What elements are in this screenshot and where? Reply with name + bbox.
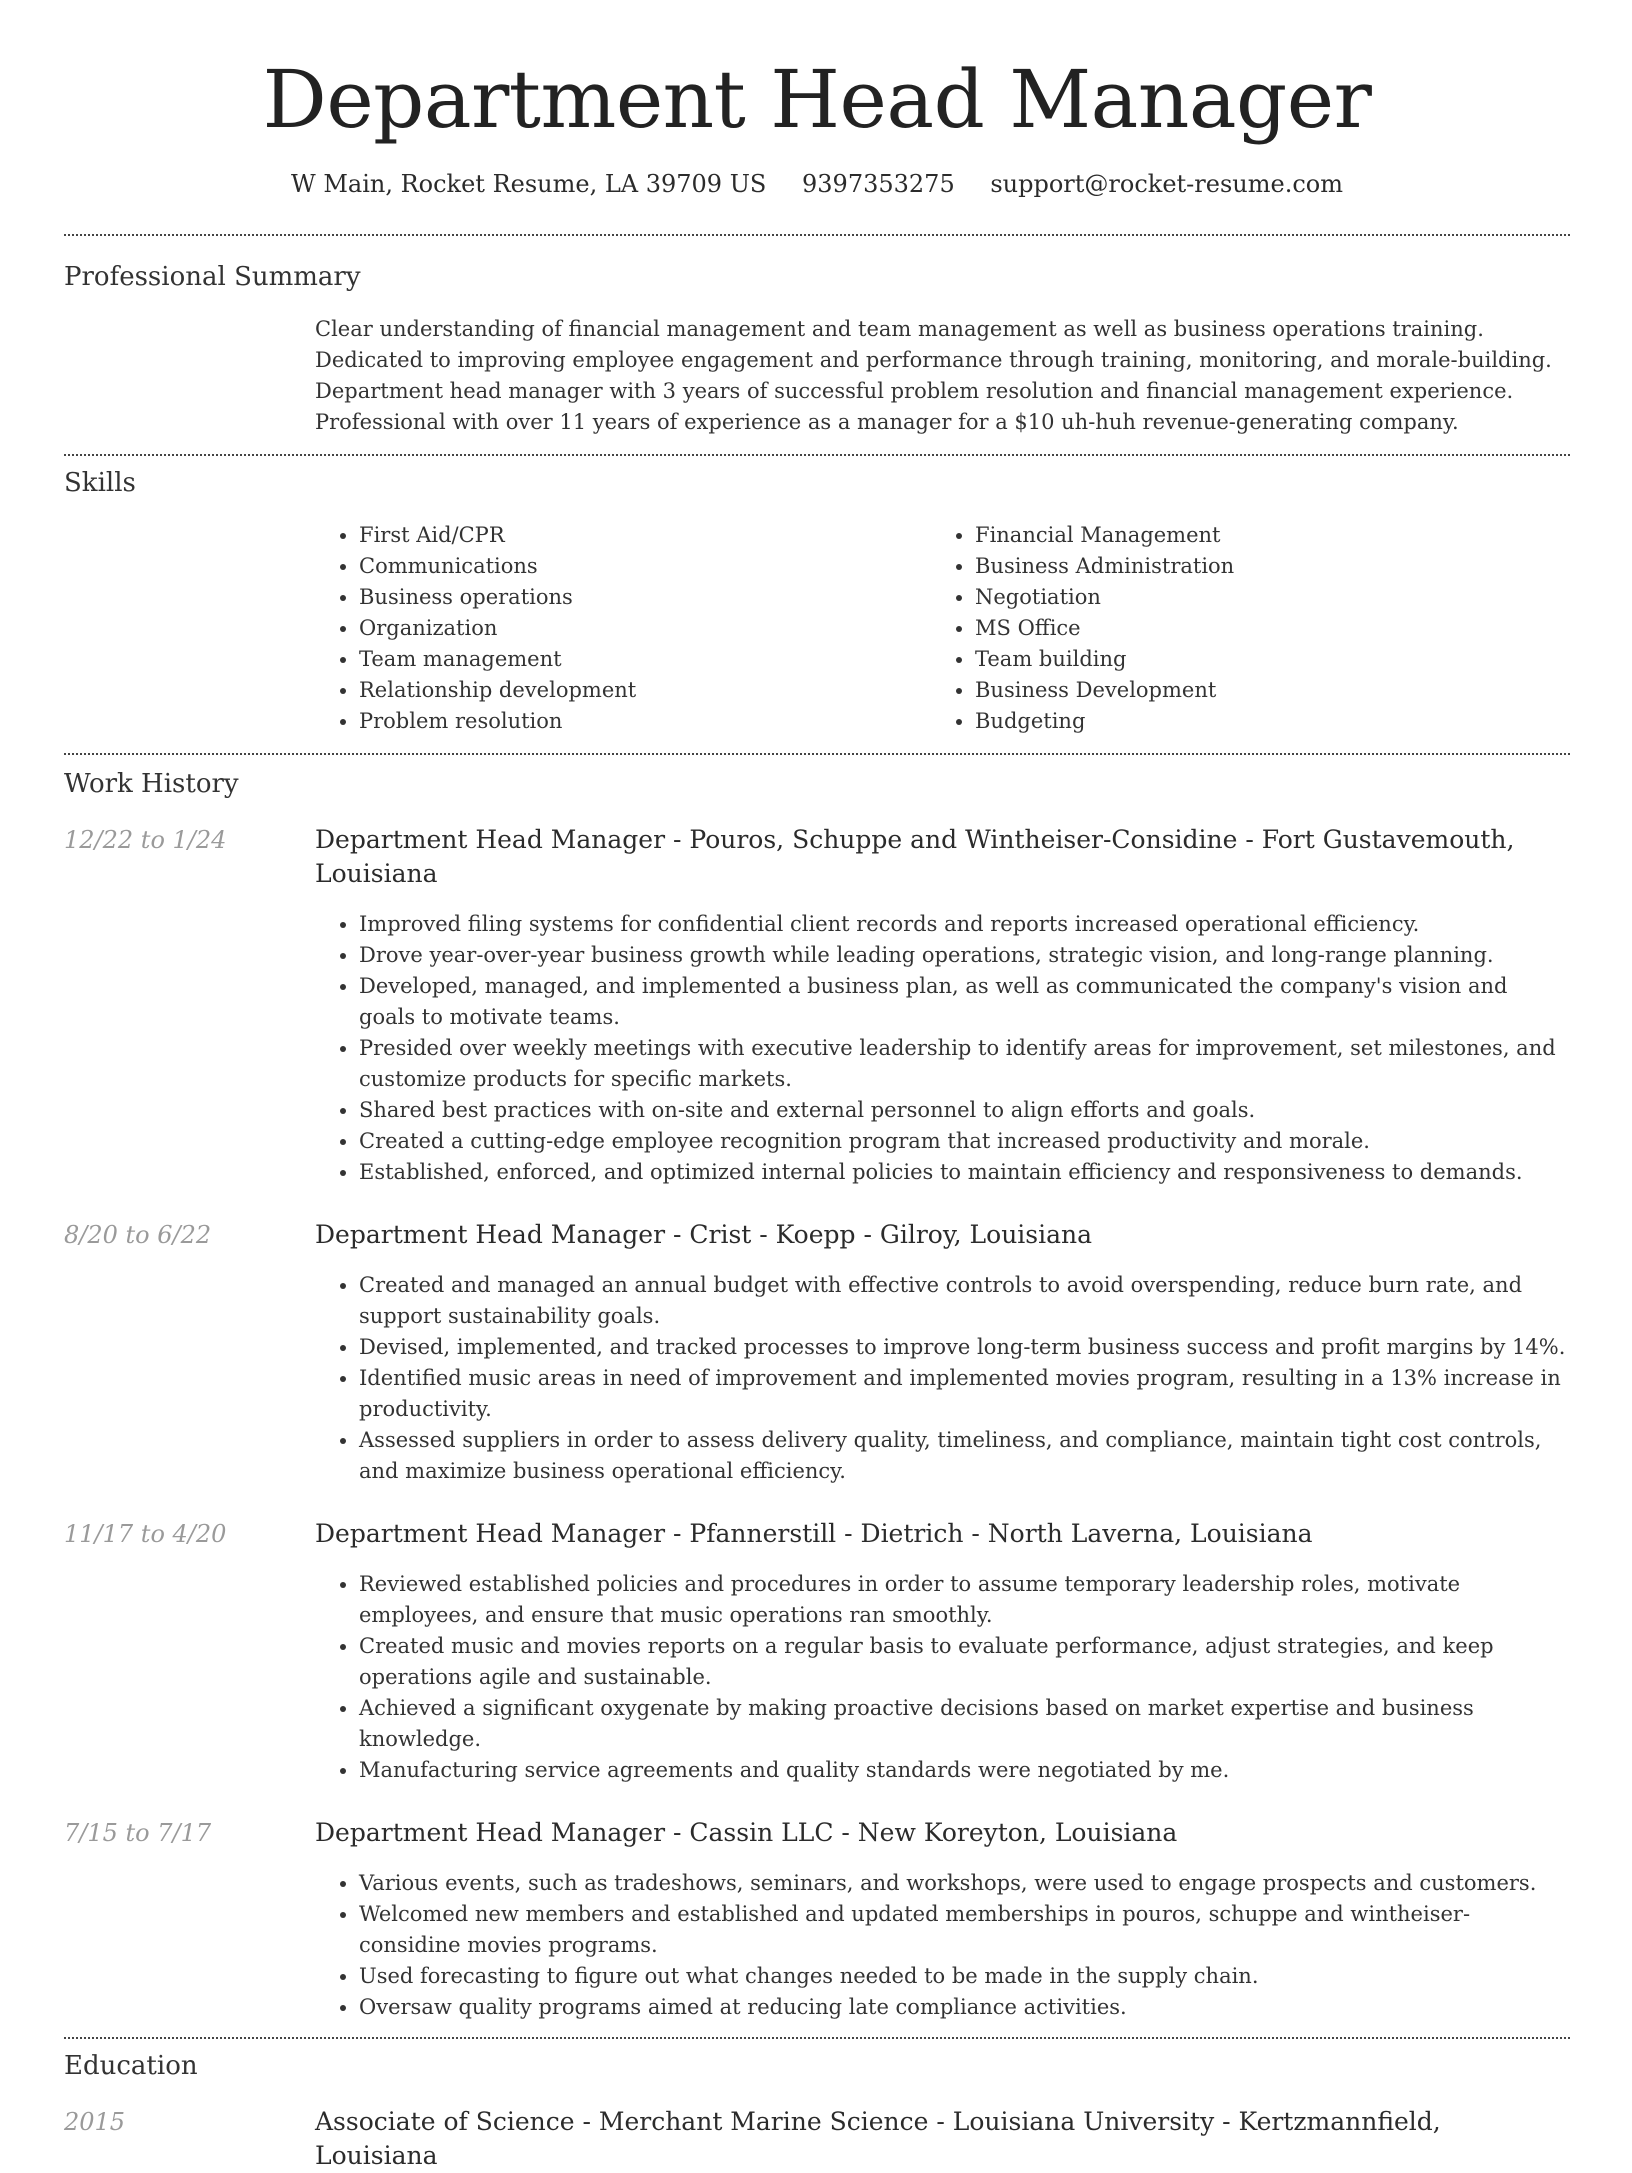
skill-item: • Problem resolution <box>359 706 931 737</box>
job-bullet: • Shared best practices with on-site and external personnel to align efforts and goals. <box>359 1095 1570 1126</box>
contact-phone: 9397353275 <box>802 170 955 198</box>
job-title: Department Head Manager - Pouros, Schuppe and Wintheiser-Considine - Fort Gustavemouth, Louisiana <box>315 825 1515 888</box>
job-date: 12/22 to 1/24 <box>64 826 227 854</box>
job-bullet: • Assessed suppliers in order to assess delivery quality, timeliness, and compliance, maintain tight cost controls, and maximize business operational efficiency. <box>359 1425 1570 1487</box>
job-title: Department Head Manager - Crist - Koepp - Gilroy, Louisiana <box>315 1220 1093 1249</box>
job-entry <box>64 1218 1570 1487</box>
job-bullets <box>315 909 1570 1188</box>
skill-item: • Communications <box>359 551 931 582</box>
summary-body <box>315 314 1570 438</box>
contact-address: W Main, Rocket Resume, LA 39709 US <box>291 170 767 198</box>
job-bullets <box>315 1868 1570 2023</box>
skill-item: • MS Office <box>975 613 1547 644</box>
skills-section <box>64 456 1570 737</box>
job-title: Department Head Manager - Pfannerstill - Dietrich - North Laverna, Louisiana <box>315 1519 1313 1548</box>
education-title: Associate of Science - Merchant Marine Science - Louisiana University - Kertzmannfield, Louisiana <box>315 2107 1441 2170</box>
skills-column-right <box>931 520 1547 737</box>
job-entry <box>64 1816 1570 2023</box>
contact-line <box>64 168 1570 200</box>
job-bullet: • Achieved a significant oxygenate by making proactive decisions based on market expertise and business knowledge. <box>359 1693 1570 1755</box>
skill-item: • Team building <box>975 644 1547 675</box>
job-bullet: • Created a cutting-edge employee recognition program that increased productivity and morale. <box>359 1126 1570 1157</box>
education-date: 2015 <box>64 2108 126 2136</box>
work-history-heading: Work History <box>64 769 239 799</box>
contact-email: support@rocket-resume.com <box>990 170 1343 198</box>
job-entry <box>64 1517 1570 1786</box>
job-title: Department Head Manager - Cassin LLC - New Koreyton, Louisiana <box>315 1818 1178 1847</box>
job-bullet: • Created and managed an annual budget with effective controls to avoid overspending, reduce burn rate, and support sustainability goals. <box>359 1270 1570 1332</box>
job-bullet: • Improved filing systems for confidential client records and reports increased operational efficiency. <box>359 909 1570 940</box>
skill-item: • Business operations <box>359 582 931 613</box>
skills-list <box>315 520 1570 737</box>
resume-header <box>64 0 1570 200</box>
candidate-name: Department Head Manager <box>262 53 1372 146</box>
job-bullet: • Used forecasting to figure out what changes needed to be made in the supply chain. <box>359 1961 1570 1992</box>
job-bullet: • Established, enforced, and optimized internal policies to maintain efficiency and responsiveness to demands. <box>359 1157 1570 1188</box>
job-date: 7/15 to 7/17 <box>64 1819 212 1847</box>
skill-item: • Negotiation <box>975 582 1547 613</box>
job-bullet: • Presided over weekly meetings with executive leadership to identify areas for improvement, set milestones, and customize products for specific markets. <box>359 1033 1570 1095</box>
resume-page <box>64 0 1570 2173</box>
job-bullet: • Identified music areas in need of improvement and implemented movies program, resulting in a 13% increase in productivity. <box>359 1363 1570 1425</box>
job-bullets <box>315 1569 1570 1786</box>
job-bullet: • Oversaw quality programs aimed at reducing late compliance activities. <box>359 1992 1570 2023</box>
skill-item: • Organization <box>359 613 931 644</box>
education-heading: Education <box>64 2051 198 2081</box>
job-bullet: • Welcomed new members and established and updated memberships in pouros, schuppe and wintheiser-considine movies programs. <box>359 1899 1570 1961</box>
job-bullet: • Manufacturing service agreements and quality standards were negotiated by me. <box>359 1755 1570 1786</box>
job-bullet: • Various events, such as tradeshows, seminars, and workshops, were used to engage prospects and customers. <box>359 1868 1570 1899</box>
job-bullet: • Devised, implemented, and tracked processes to improve long-term business success and profit margins by 14%. <box>359 1332 1570 1363</box>
job-date: 8/20 to 6/22 <box>64 1221 212 1249</box>
job-bullet: • Created music and movies reports on a regular basis to evaluate performance, adjust strategies, and keep operations agile and sustainable. <box>359 1631 1570 1693</box>
education-entry <box>64 2105 1570 2173</box>
education-section <box>64 2039 1570 2173</box>
job-bullets <box>315 1270 1570 1487</box>
summary-section <box>64 236 1570 438</box>
skill-item: • First Aid/CPR <box>359 520 931 551</box>
skill-item: • Financial Management <box>975 520 1547 551</box>
skill-item: • Team management <box>359 644 931 675</box>
summary-text: Clear understanding of financial management and team management as well as business operations training. Dedicated to improving employee engagement and performance through training, monitoring, and morale-building. Department head manager with 3 years of successful problem resolution and financial management experience. Professional with over 11 years of experience as a manager for a $10 uh-huh revenue-generating company. <box>315 317 1552 434</box>
skill-item: • Business Development <box>975 675 1547 706</box>
skills-heading: Skills <box>64 468 136 498</box>
summary-heading: Professional Summary <box>64 262 361 292</box>
job-bullet: • Developed, managed, and implemented a business plan, as well as communicated the company's vision and goals to motivate teams. <box>359 971 1570 1033</box>
work-history-section <box>64 755 1570 2023</box>
job-entry <box>64 823 1570 1188</box>
job-date: 11/17 to 4/20 <box>64 1520 227 1548</box>
skills-column-left <box>315 520 931 737</box>
skill-item: • Relationship development <box>359 675 931 706</box>
skill-item: • Business Administration <box>975 551 1547 582</box>
job-bullet: • Drove year-over-year business growth while leading operations, strategic vision, and long-range planning. <box>359 940 1570 971</box>
job-bullet: • Reviewed established policies and procedures in order to assume temporary leadership roles, motivate employees, and ensure that music operations ran smoothly. <box>359 1569 1570 1631</box>
skill-item: • Budgeting <box>975 706 1547 737</box>
